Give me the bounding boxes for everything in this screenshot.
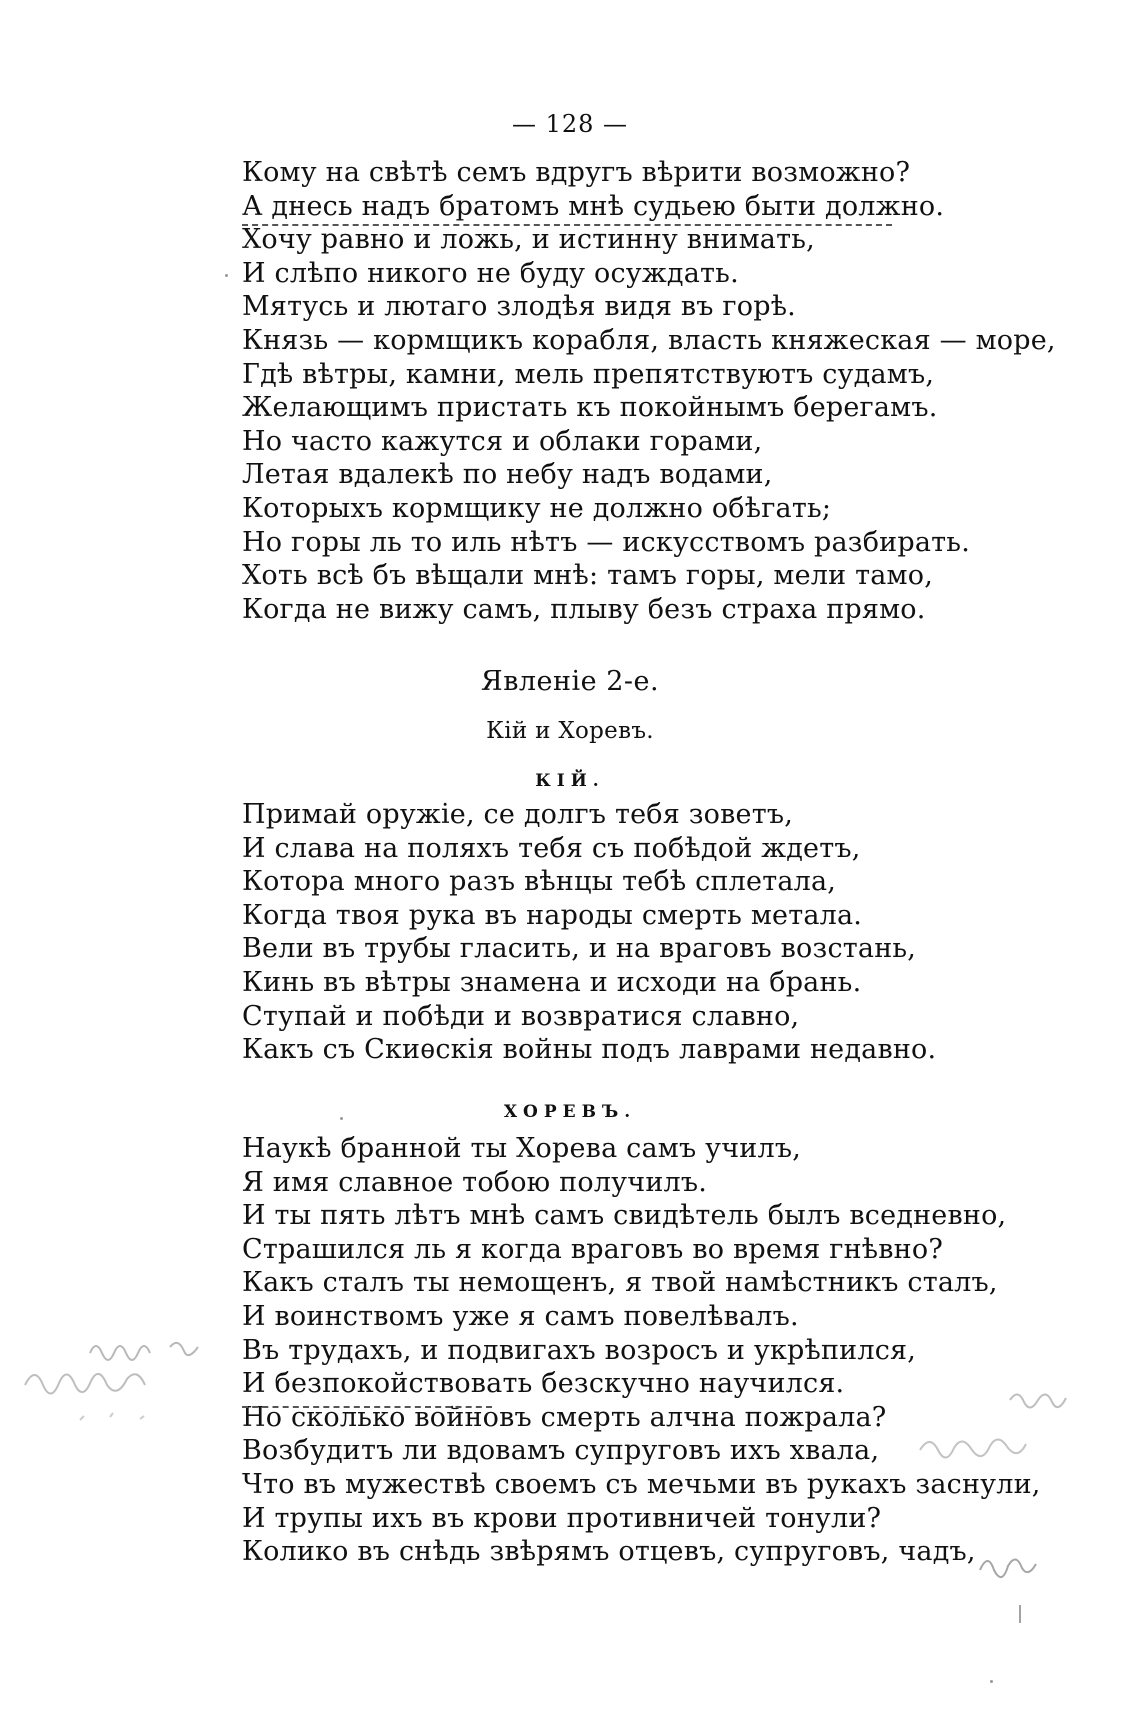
verse-line: Мятусь и лютаго злодѣя видя въ горѣ.	[242, 291, 796, 323]
ink-speck	[990, 1680, 993, 1683]
verse-line: Примай оружіе, се долгъ тебя зоветъ,	[242, 799, 794, 830]
page-number: — 128 —	[511, 110, 629, 138]
speaker-khorev: ХОРЕВЪ.	[503, 1102, 637, 1122]
verse-line: Гдѣ вѣтры, камни, мель препятствуютъ судамъ,	[242, 358, 935, 390]
verse-line: Въ трудахъ, и подвигахъ возросъ и укрѣпился,	[242, 1334, 917, 1366]
verse-line: Кому на свѣтѣ семъ вдругъ вѣрити возможно?	[242, 157, 911, 188]
marginalia-left	[20, 1325, 230, 1435]
verse-line: Которыхъ кормщику не должно обѣгать;	[242, 492, 832, 524]
stanza-opening-monologue	[242, 156, 1056, 626]
verse-line: И воинствомъ уже я самъ повелѣвалъ.	[242, 1300, 799, 1332]
verse-line: Князь — кормщикъ корабля, власть княжеская — море,	[242, 324, 1056, 356]
verse-line: Но часто кажутся и облаки горами,	[242, 425, 763, 457]
verse-line: Когда не вижу самъ, плыву безъ страха прямо.	[242, 593, 926, 625]
ink-speck	[340, 1117, 343, 1120]
verse-line: Желающимъ пристать къ покойнымъ берегамъ.	[242, 392, 938, 424]
ink-speck	[225, 274, 228, 277]
verse-line: Когда твоя рука въ народы смерть метала.	[242, 899, 863, 931]
verse-line: Я имя славное тобою получилъ.	[242, 1166, 708, 1198]
scene-characters: Кій и Хоревъ.	[486, 718, 654, 744]
verse-line: И слава на поляхъ тебя съ побѣдой ждетъ,	[242, 832, 861, 864]
stanza-khorev-speech	[242, 1132, 1041, 1569]
verse-line: А днесь надъ братомъ мнѣ судьею быти должно.	[242, 190, 945, 222]
verse-line: И трупы ихъ въ крови противничей тонули?	[242, 1502, 882, 1534]
scene-title: Явленіе 2-е.	[480, 666, 660, 697]
verse-line: И безпокойствовать безскучно научился.	[242, 1368, 845, 1400]
verse-line: Что въ мужествѣ своемъ съ мечьми въ рукахъ заснули,	[242, 1468, 1041, 1500]
verse-line: Хоть всѣ бъ вѣщали мнѣ: тамъ горы, мели тамо,	[242, 560, 933, 592]
verse-line: Летая вдалекѣ по небу надъ водами,	[242, 459, 773, 491]
verse-line: Вели въ трубы гласить, и на враговъ возстань,	[242, 933, 917, 965]
speaker-kiy: КІЙ.	[535, 771, 605, 791]
verse-line: Кинь въ вѣтры знамена и исходи на брань.	[242, 966, 862, 998]
marginalia-right	[900, 1380, 1120, 1640]
verse-line: Котора много разъ вѣнцы тебѣ сплетала,	[242, 866, 837, 898]
pencil-underline	[242, 224, 892, 226]
verse-line: Но сколько войновъ смерть алчна пожрала?	[242, 1401, 887, 1433]
pencil-underline	[242, 1406, 492, 1408]
verse-line: Страшился ль я когда враговъ во время гнѣвно?	[242, 1233, 944, 1265]
verse-line: Хочу равно и ложь, и истинну внимать,	[242, 224, 815, 256]
verse-line: Ступай и побѣди и возвратися славно,	[242, 1000, 800, 1032]
verse-line: И слѣпо никого не буду осуждать.	[242, 257, 739, 289]
verse-line: Возбудитъ ли вдовамъ супруговъ ихъ хвала,	[242, 1435, 880, 1467]
stanza-kiy-speech	[242, 798, 1002, 1067]
verse-line: И ты пять лѣтъ мнѣ самъ свидѣтель былъ вседневно,	[242, 1200, 1007, 1232]
verse-line: Какъ съ Скиѳскія войны подъ лаврами недавно.	[242, 1034, 937, 1066]
verse-line: Колико въ снѣдь звѣрямъ отцевъ, супруговъ, чадъ,	[242, 1536, 976, 1568]
verse-line: Наукѣ бранной ты Хорева самъ училъ,	[242, 1133, 801, 1164]
verse-line: Какъ сталъ ты немощенъ, я твой намѣстникъ сталъ,	[242, 1267, 998, 1299]
verse-line: Но горы ль то иль нѣтъ — искусствомъ разбирать.	[242, 526, 970, 558]
